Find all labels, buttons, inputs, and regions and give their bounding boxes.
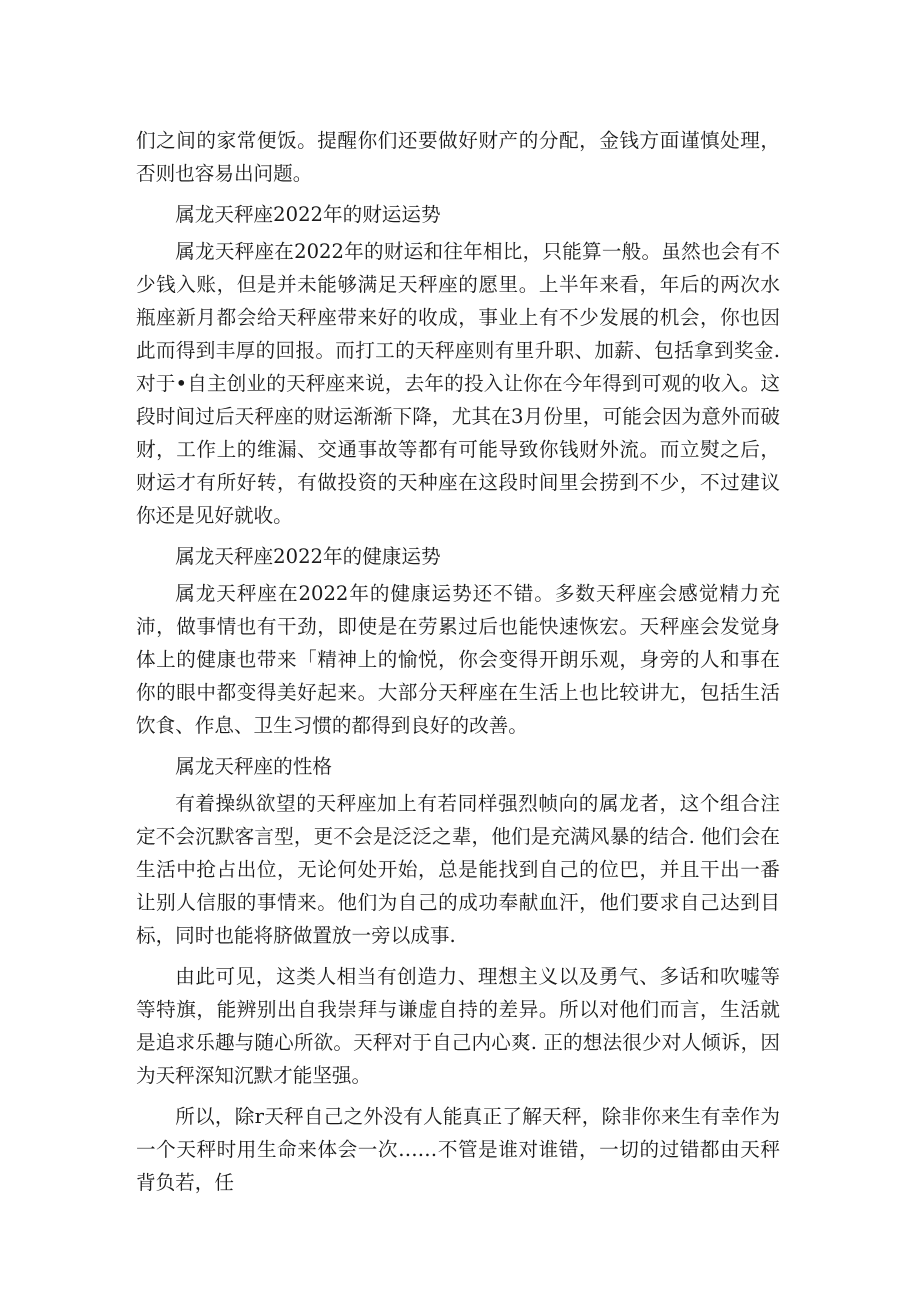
section-heading-wealth: 属龙天秤座2022年的财运运势 — [175, 203, 441, 226]
body-text — [136, 124, 780, 1199]
paragraph-understanding: 所以，除r天秤自己之外没有人能真正了解天秤，除非你来生有幸作为一个天秤时用生命来体会一次……不管是谁对谁错，一切的过错都由天秤背负若，任 — [136, 1105, 780, 1194]
paragraph-personality: 有着操纵欲望的天秤座加上有若同样强烈帧向的属龙者，这个组合注定不会沉默客言型，更不会是泛泛之辈，他们是充满风暴的结合. 他们会在生活中抢占出位，无论何处开始，总是能找到自己的位巴，并且干出一番让别人信服的事情来。他们为自己的成功奉献血汗，他们要求自己达到目标，同时也能将脐做置放一旁以成事. — [136, 792, 780, 947]
section-heading-personality: 属龙天秤座的性格 — [175, 755, 332, 778]
paragraph-creativity: 由此可见，这类人相当有创造力、理想主义以及勇气、多话和吹嘘等等特旗，能辨别出自我崇拜与谦虚自持的差异。所以对他们而言，生活就是追求乐趣与随心所欲。天秤对于自己内心爽. 正的想法很少对人倾诉，因为天秤深知沉默才能坚强。 — [136, 965, 780, 1087]
paragraph-wealth: 属龙天秤座在2022年的财运和往年相比，只能算一般。虽然也会有不少钱入账，但是并未能够满足天秤座的愿里。上半年来看，年后的两次水瓶座新月都会给天秤座带来好的收成，事业上有不少发展的机会，你也因此而得到丰厚的回报。而打工的天秤座则有里升职、加薪、包括拿到奖金. 对于•自主创业的天秤座来说，去年的投入让你在今年得到可观的收入。这段时间过后天秤座的财运渐渐下降，尤其在3月份里，可能会因为意外而破财，工作上的维漏、交通事故等都有可能导致你钱财外流。而立熨之后，财运才有所好转，有做投资的天种座在这段时间里会捞到不少，不过建议你还是见好就收。 — [136, 240, 780, 527]
paragraph-continuation: 们之间的家常便饭。提醒你们还要做好财产的分配，金钱方面谨慎处理，否则也容易出问题。 — [136, 129, 780, 185]
paragraph-health: 属龙天秤座在2022年的健康运势还不错。多数天秤座会感觉精力充沛，做事情也有干劲，即使是在劳累过后也能快速恢宏。天秤座会发觉身体上的健康也带来「精神上的愉悦，你会变得开朗乐观，身旁的人和事在你的眼中都变得美好起来。大部分天秤座在生活上也比较讲尢，包括生活饮食、作息、卫生习惯的都得到良好的改善。 — [136, 582, 780, 737]
section-heading-health: 属龙天秤座2022年的健康运势 — [175, 545, 441, 568]
